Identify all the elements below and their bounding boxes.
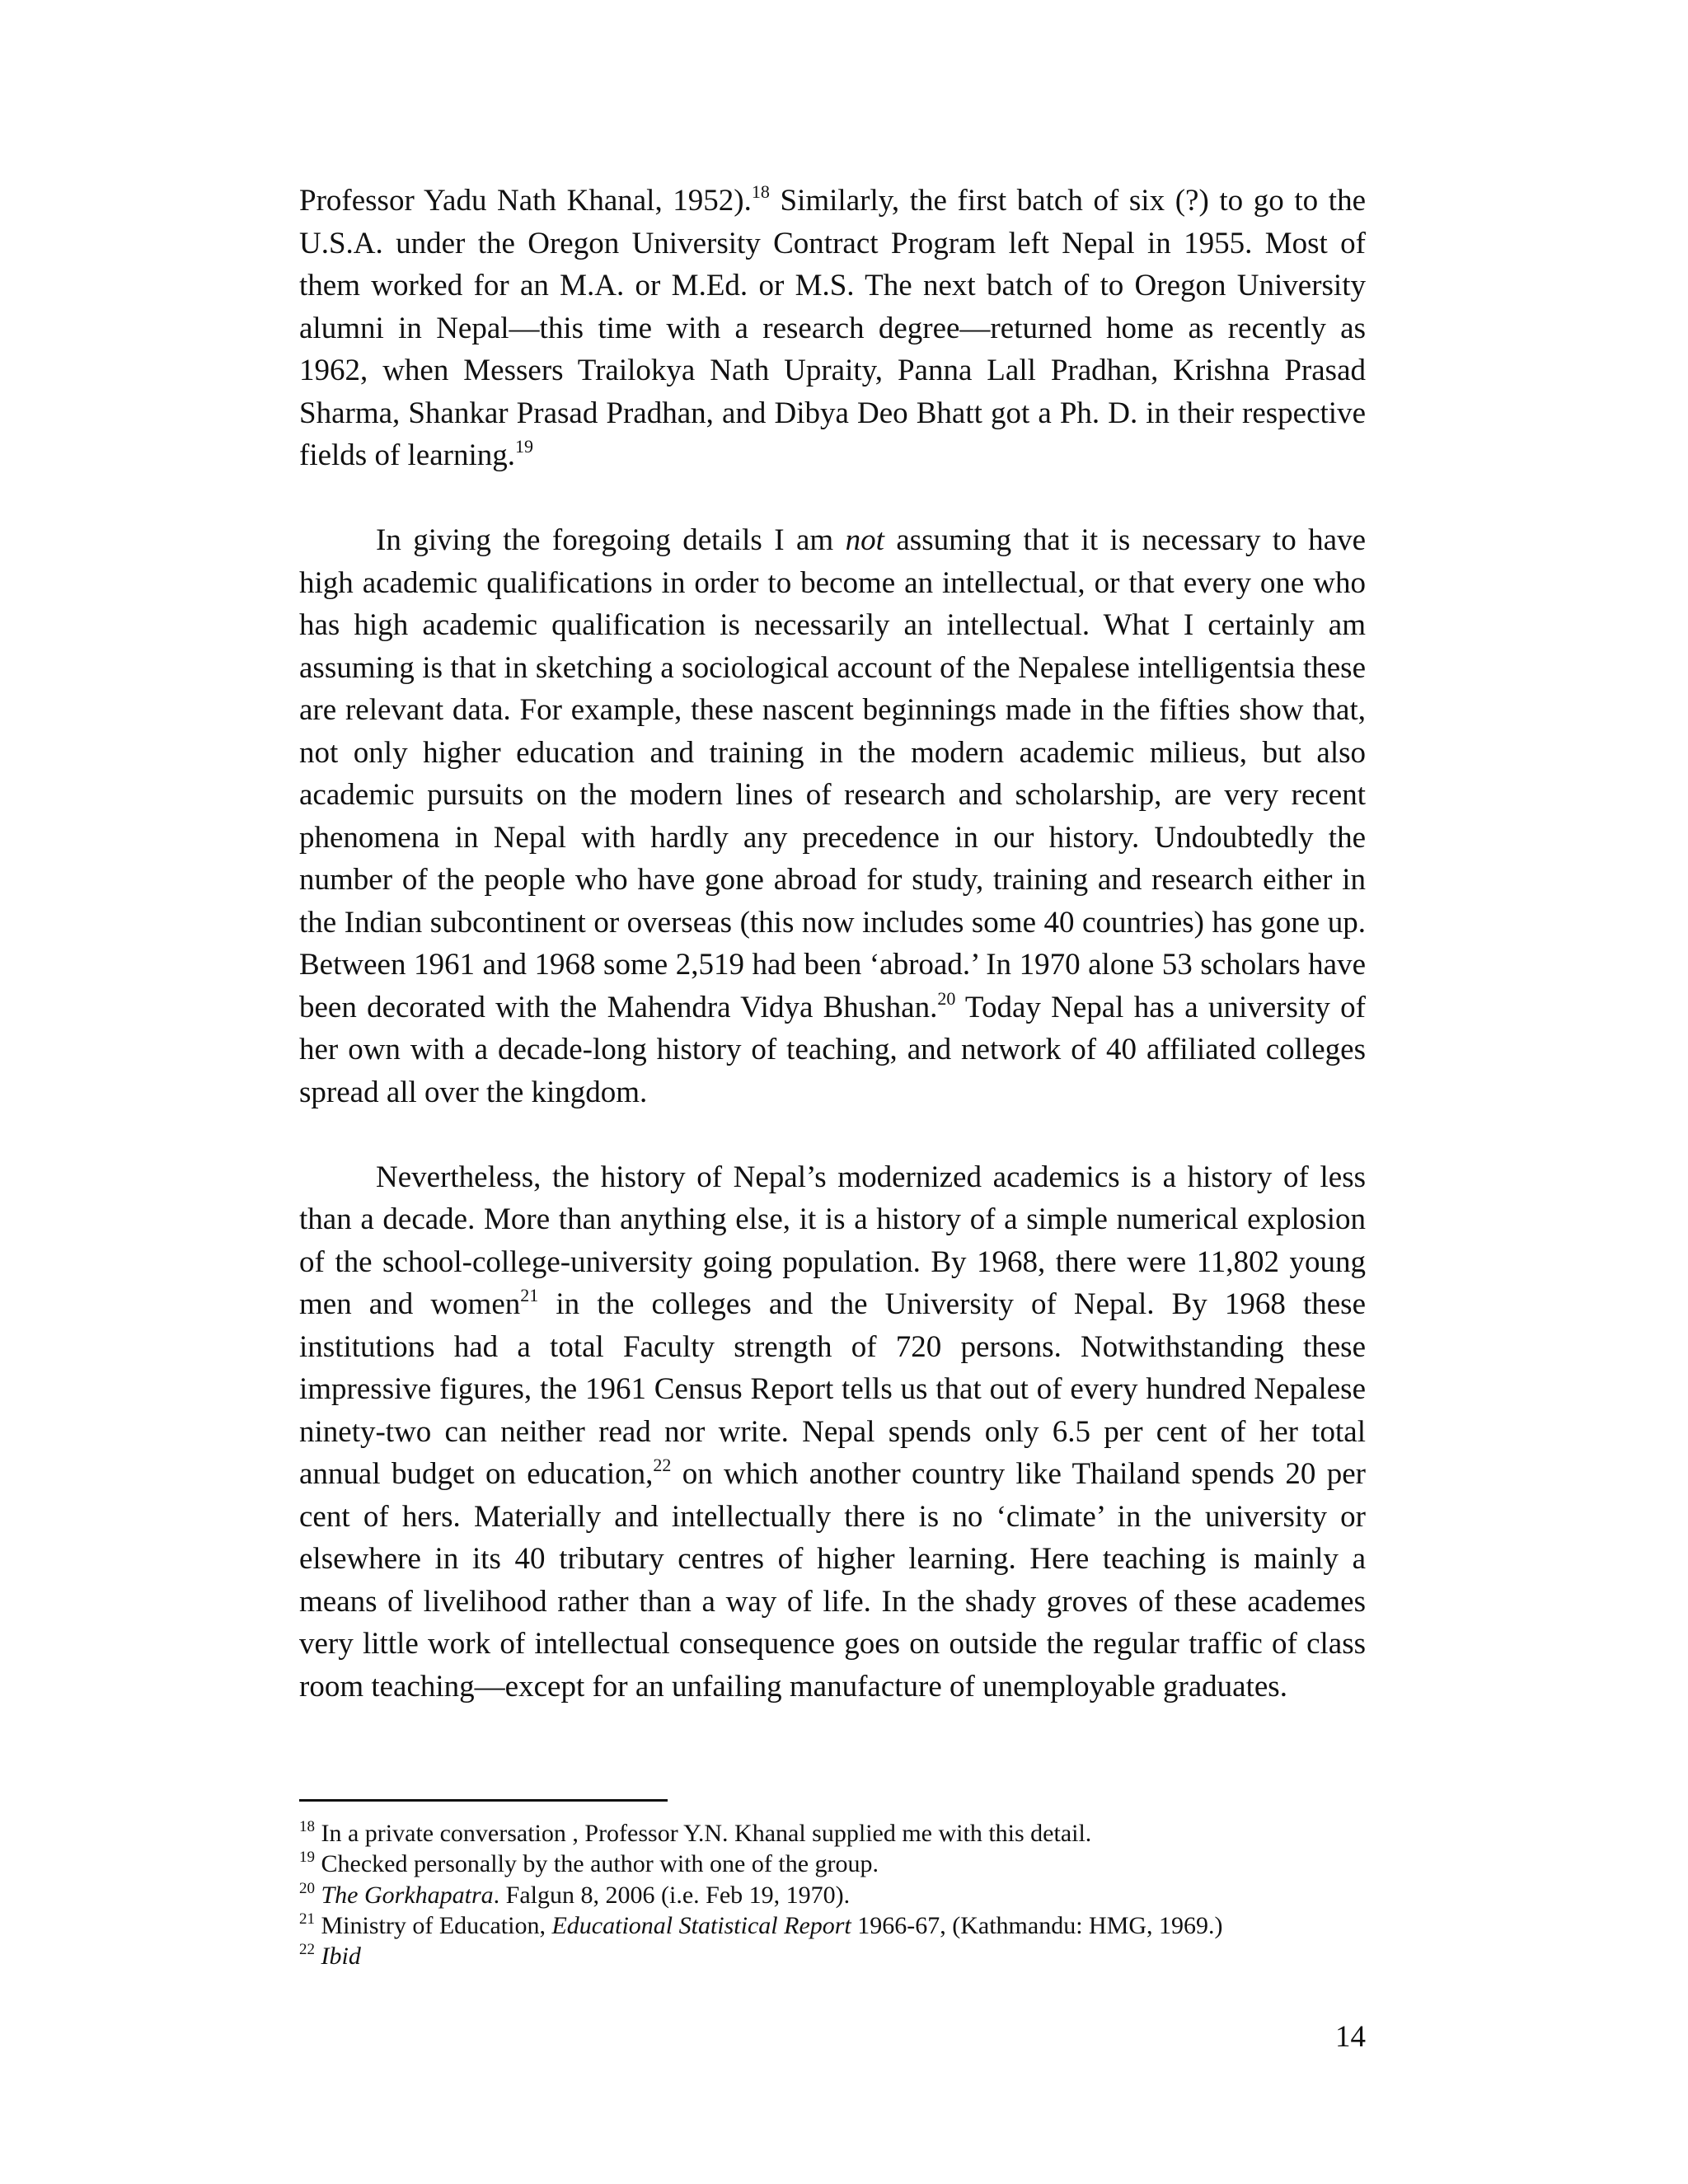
footnote-text: Checked personally by the author with one of the group.: [315, 1850, 879, 1878]
footnote-20: [299, 1880, 1371, 1910]
footnote-18: [299, 1818, 1371, 1849]
footnote-text: [315, 1943, 321, 1970]
footnote-text: In a private conversation , Professor Y.N. Khanal supplied me with this detail.: [315, 1820, 1092, 1847]
footnote-22: [299, 1941, 1371, 1971]
paragraph-3-text: Nevertheless, the history of Nepal’s modernized academics is a history of less than a decade. More than anything else, it is a history of a simple numerical explosion of the school-college-university going population. By 1968, there were 11,802 young men and women: [299, 1160, 1366, 1321]
paragraph-3-text: in the colleges and the University of Nepal. By 1968 these institutions had a total Faculty strength of 720 persons. Notwithstanding these impressive figures, the 1961 Census Report tells us that out of every hundred Nepalese ninety-two can neither read nor write. Nepal spends only 6.5 per cent of her total annual budget on education,: [299, 1287, 1366, 1491]
footnote-title: Educational Statistical Report: [551, 1911, 851, 1939]
footnote-number: 22: [299, 1941, 315, 1959]
paragraph-1-text: Professor Yadu Nath Khanal, 1952).: [299, 184, 752, 218]
paragraph-1: [299, 180, 1366, 477]
footnote-number: 18: [299, 1818, 315, 1835]
paragraph-3-text: on which another country like Thailand spends 20 per cent of hers. Materially and intellectually there is no ‘climate’ in the university or elsewhere in its 40 tributary centres of higher learning. Here teaching is mainly a means of livelihood rather than a way of life. In the shady groves of these academes very little work of intellectual consequence goes on outside the regular traffic of class room teaching—except for an unfailing manufacture of unemployable graduates.: [299, 1457, 1366, 1704]
footnote-separator: [299, 1799, 668, 1802]
footnote-21: [299, 1910, 1371, 1941]
footnote-title: The Gorkhapatra: [321, 1881, 494, 1909]
footnote-text: [315, 1882, 321, 1909]
footnote-ref-19: 19: [515, 436, 533, 457]
footnote-title: Ibid: [321, 1943, 361, 1971]
footnote-text: . Falgun 8, 2006 (i.e. Feb 19, 1970).: [493, 1881, 851, 1909]
footnote-ref-21: 21: [520, 1285, 539, 1305]
footnote-number: 21: [299, 1910, 315, 1928]
paragraph-2-text: assuming that it is necessary to have high academic qualifications in order to become an intellectual, or that every one who has high academic qualification is necessarily an intellectual. What I certainly am assuming is that in sketching a sociological account of the Nepalese intelligentsia these are relevant data. For example, these nascent beginnings made in the fifties show that, not only higher education and training in the modern academic milieus, but also academic pursuits on the modern lines of research and scholarship, are very recent phenomena in Nepal with hardly any precedence in our history. Undoubtedly the number of the people who have gone abroad for study, training and research either in the Indian subcontinent or overseas (this now includes some 40 countries) has gone up. Between 1961 and 1968 some 2,519 had been ‘abroad.’ In 1970 alone 53 scholars have been decorated with the Mahendra Vidya Bhushan.: [299, 523, 1366, 1024]
paragraph-3: [299, 1156, 1366, 1708]
page-number: 14: [1335, 2020, 1366, 2054]
body-text: [299, 180, 1366, 1708]
paragraph-2-text: Today Nepal has a university of her own with a decade-long history of teaching, and network of 40 affiliated colleges spread all over the kingdom.: [299, 990, 1366, 1109]
footnote-ref-18: 18: [751, 181, 770, 202]
emphasis-not: not: [845, 523, 884, 557]
footnote-ref-20: 20: [937, 987, 956, 1009]
footnote-19: [299, 1849, 1371, 1879]
footnote-ref-22: 22: [653, 1455, 672, 1475]
footnote-text: 1966-67, (Kathmandu: HMG, 1969.): [851, 1911, 1223, 1939]
paragraph-2: [299, 519, 1366, 1113]
paragraph-1-text: Similarly, the first batch of six (?) to go to the U.S.A. under the Oregon University Contract Program left Nepal in 1955. Most of them worked for an M.A. or M.Ed. or M.S. The next batch of to Oregon University alumni in Nepal—this time with a research degree—returned home as recently as 1962, when Messers Trailokya Nath Upraity, Panna Lall Pradhan, Krishna Prasad Sharma, Shankar Prasad Pradhan, and Dibya Deo Bhatt got a Ph. D. in their respective fields of learning.: [299, 184, 1366, 472]
paragraph-2-text: In giving the foregoing details I am: [376, 523, 846, 557]
footnote-text: Ministry of Education,: [315, 1911, 552, 1939]
footnotes: [299, 1818, 1371, 1971]
footnote-number: 20: [299, 1879, 315, 1897]
footnote-number: 19: [299, 1849, 315, 1867]
